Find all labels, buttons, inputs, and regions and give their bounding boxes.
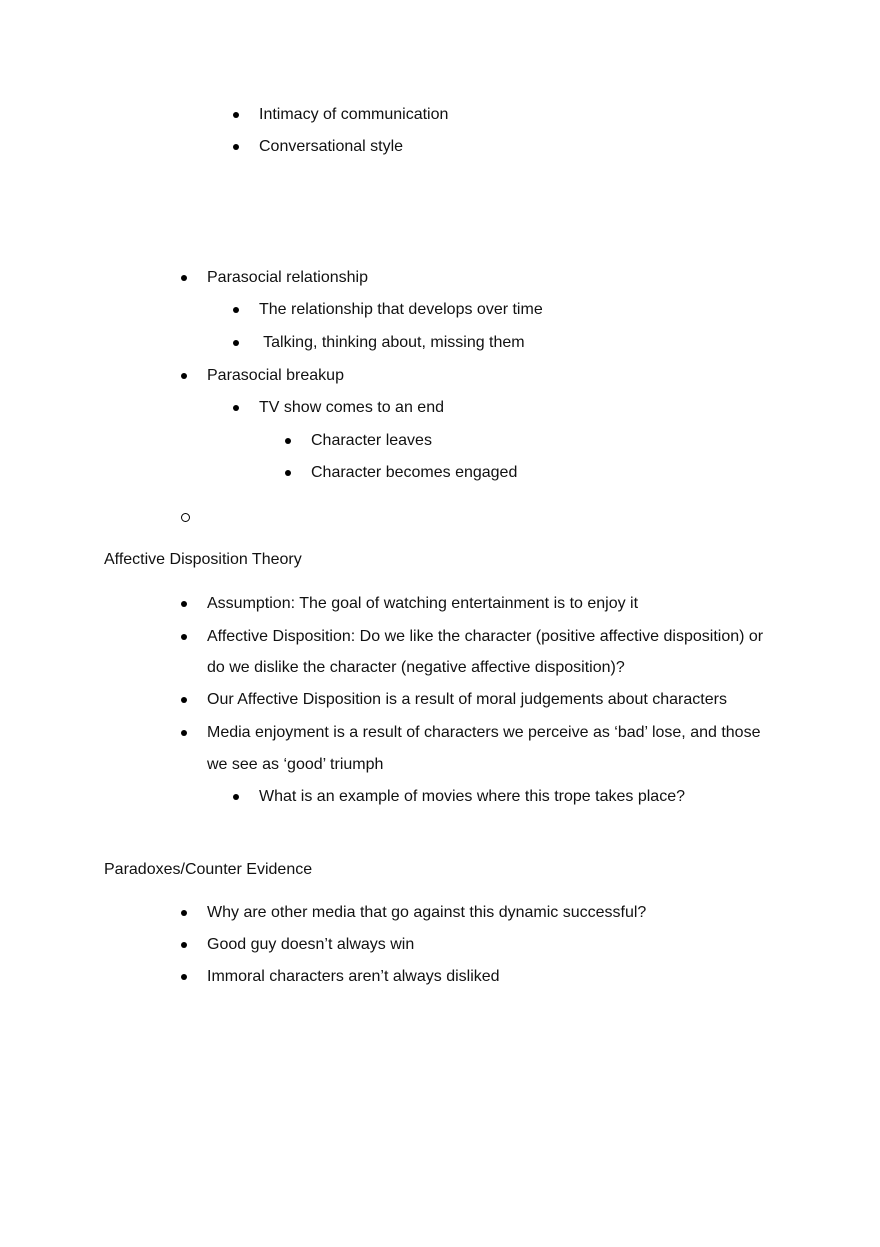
list-item: Affective Disposition: Do we like the character (positive affective disposition) or — [207, 628, 764, 645]
list-item: Conversational style — [259, 138, 404, 155]
list-item: Why are other media that go against this dynamic successful? — [207, 904, 647, 921]
bullet-icon — [181, 942, 187, 948]
list-item: Character leaves — [311, 432, 432, 449]
list-item-parasocial-breakup: Parasocial breakup — [207, 367, 344, 384]
list-item-continuation: do we dislike the character (negative affective disposition)? — [207, 659, 625, 676]
list-item: Media enjoyment is a result of characters we perceive as ‘bad’ lose, and those — [207, 724, 761, 741]
list-item: Character becomes engaged — [311, 464, 518, 481]
bullet-icon — [181, 697, 187, 703]
bullet-icon — [233, 794, 239, 800]
list-item-parasocial-relationship: Parasocial relationship — [207, 269, 368, 286]
list-item: Our Affective Disposition is a result of moral judgements about characters — [207, 691, 727, 708]
bullet-icon — [181, 373, 187, 379]
list-item: Intimacy of communication — [259, 106, 449, 123]
list-item: Assumption: The goal of watching entertainment is to enjoy it — [207, 595, 639, 612]
bullet-icon — [181, 730, 187, 736]
list-item: What is an example of movies where this trope takes place? — [259, 788, 685, 805]
bullet-icon — [233, 340, 239, 346]
list-item: TV show comes to an end — [259, 399, 444, 416]
bullet-icon — [233, 112, 239, 118]
bullet-icon — [181, 910, 187, 916]
bullet-icon — [285, 438, 291, 444]
bullet-icon — [181, 974, 187, 980]
empty-bullet-icon — [181, 513, 190, 522]
bullet-icon — [181, 601, 187, 607]
bullet-icon — [233, 307, 239, 313]
list-item: The relationship that develops over time — [259, 301, 543, 318]
bullet-icon — [233, 405, 239, 411]
section-heading-paradoxes: Paradoxes/Counter Evidence — [104, 861, 313, 878]
bullet-icon — [233, 144, 239, 150]
list-item: Good guy doesn’t always win — [207, 936, 415, 953]
list-item-continuation: we see as ‘good’ triumph — [207, 756, 384, 773]
bullet-icon — [181, 634, 187, 640]
list-item: Immoral characters aren’t always disliked — [207, 968, 500, 985]
section-heading-affective: Affective Disposition Theory — [104, 551, 302, 568]
bullet-icon — [181, 275, 187, 281]
bullet-icon — [285, 470, 291, 476]
list-item: Talking, thinking about, missing them — [259, 334, 525, 351]
